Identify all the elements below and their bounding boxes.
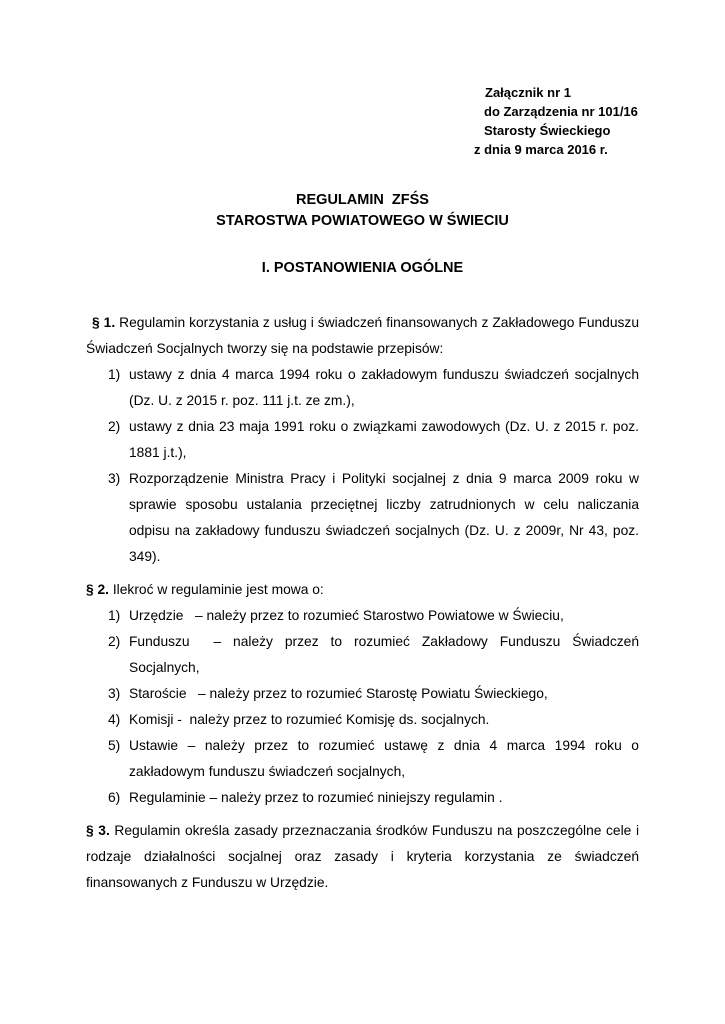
- list-item-number: 3): [108, 686, 121, 701]
- list-item: [86, 681, 639, 707]
- section-heading: I. POSTANOWIENIA OGÓLNE: [261, 260, 464, 276]
- list-item: [86, 603, 639, 629]
- list-item: [86, 414, 639, 466]
- list-item: [86, 629, 643, 681]
- list-item: [86, 362, 639, 414]
- paragraph-1-text: Regulamin korzystania z usług i świadczeń finansowanych z Zakładowego Funduszu Świadczeń Socjalnych tworzy się na podstawie przepisów:: [86, 315, 639, 356]
- list-item-text: ustawy z dnia 23 maja 1991 roku o związkami zawodowych (Dz. U. z 2015 r. poz. 1881 j.t.),: [129, 419, 639, 460]
- list-item-text: Regulaminie – należy przez to rozumieć niniejszy regulamin .: [129, 790, 503, 805]
- list-item-number: 4): [108, 712, 121, 727]
- paragraph-3-text: Regulamin określa zasady przeznaczania środków Funduszu na poszczególne cele i rodzaje działalności socjalnej oraz zasady i kryteria korzystania ze świadczeń finansowanych z Funduszu w Urzędzie.: [86, 823, 640, 890]
- list-item-number: 3): [108, 471, 121, 486]
- list-item-text: Funduszu – należy przez to rozumieć Zakładowy Funduszu Świadczeń Socjalnych,: [129, 634, 643, 675]
- list-item-text: Komisji - należy przez to rozumieć Komisję ds. socjalnych.: [129, 712, 490, 727]
- paragraph-1-list: [86, 362, 639, 570]
- paragraph-2-marker: § 2.: [86, 582, 110, 597]
- attachment-line-4: z dnia 9 marca 2016 r.: [474, 142, 608, 157]
- list-item-text: Urzędzie – należy przez to rozumieć Starostwo Powiatowe w Świeciu,: [129, 608, 564, 623]
- paragraph-3-marker: § 3.: [86, 823, 110, 838]
- list-item-number: 1): [108, 608, 121, 623]
- paragraph-1: [86, 310, 639, 362]
- list-item-number: 2): [108, 634, 121, 649]
- attachment-line-3: Starosty Świeckiego: [484, 123, 611, 138]
- paragraph-2: [86, 577, 639, 603]
- list-item-text: Staroście – należy przez to rozumieć Starostę Powiatu Świeckiego,: [129, 686, 548, 701]
- list-item-number: 6): [108, 790, 121, 805]
- document-title: REGULAMIN ZFŚS: [296, 192, 429, 208]
- list-item: [86, 785, 639, 811]
- paragraph-3: [86, 818, 639, 896]
- paragraph-2-list: [86, 603, 643, 811]
- list-item: [86, 733, 639, 785]
- list-item-text: Rozporządzenie Ministra Pracy i Polityki socjalnej z dnia 9 marca 2009 roku w sprawie sposobu ustalania przeciętnej liczby zatrudnionych w celu naliczania odpisu na zakładowy funduszu świadczeń socjalnych (Dz. U. z 2009r, Nr 43, poz. 349).: [129, 471, 639, 564]
- list-item-text: ustawy z dnia 4 marca 1994 roku o zakładowym funduszu świadczeń socjalnych (Dz. U. z 2015 r. poz. 111 j.t. ze zm.),: [129, 367, 639, 408]
- attachment-line-2: do Zarządzenia nr 101/16: [484, 104, 638, 119]
- attachment-note: [474, 83, 638, 159]
- attachment-line-1: Załącznik nr 1: [485, 85, 571, 100]
- list-item: [86, 466, 639, 570]
- list-item-text: Ustawie – należy przez to rozumieć ustawę z dnia 4 marca 1994 roku o zakładowym funduszu świadczeń socjalnych,: [129, 738, 639, 779]
- paragraph-2-text: Ilekroć w regulaminie jest mowa o:: [109, 582, 324, 597]
- list-item-number: 1): [108, 367, 121, 382]
- list-item-number: 5): [108, 738, 121, 753]
- list-item: [86, 707, 639, 733]
- document-subtitle: STAROSTWA POWIATOWEGO W ŚWIECIU: [216, 213, 509, 229]
- list-item-number: 2): [108, 419, 121, 434]
- paragraph-1-marker: § 1.: [92, 315, 116, 330]
